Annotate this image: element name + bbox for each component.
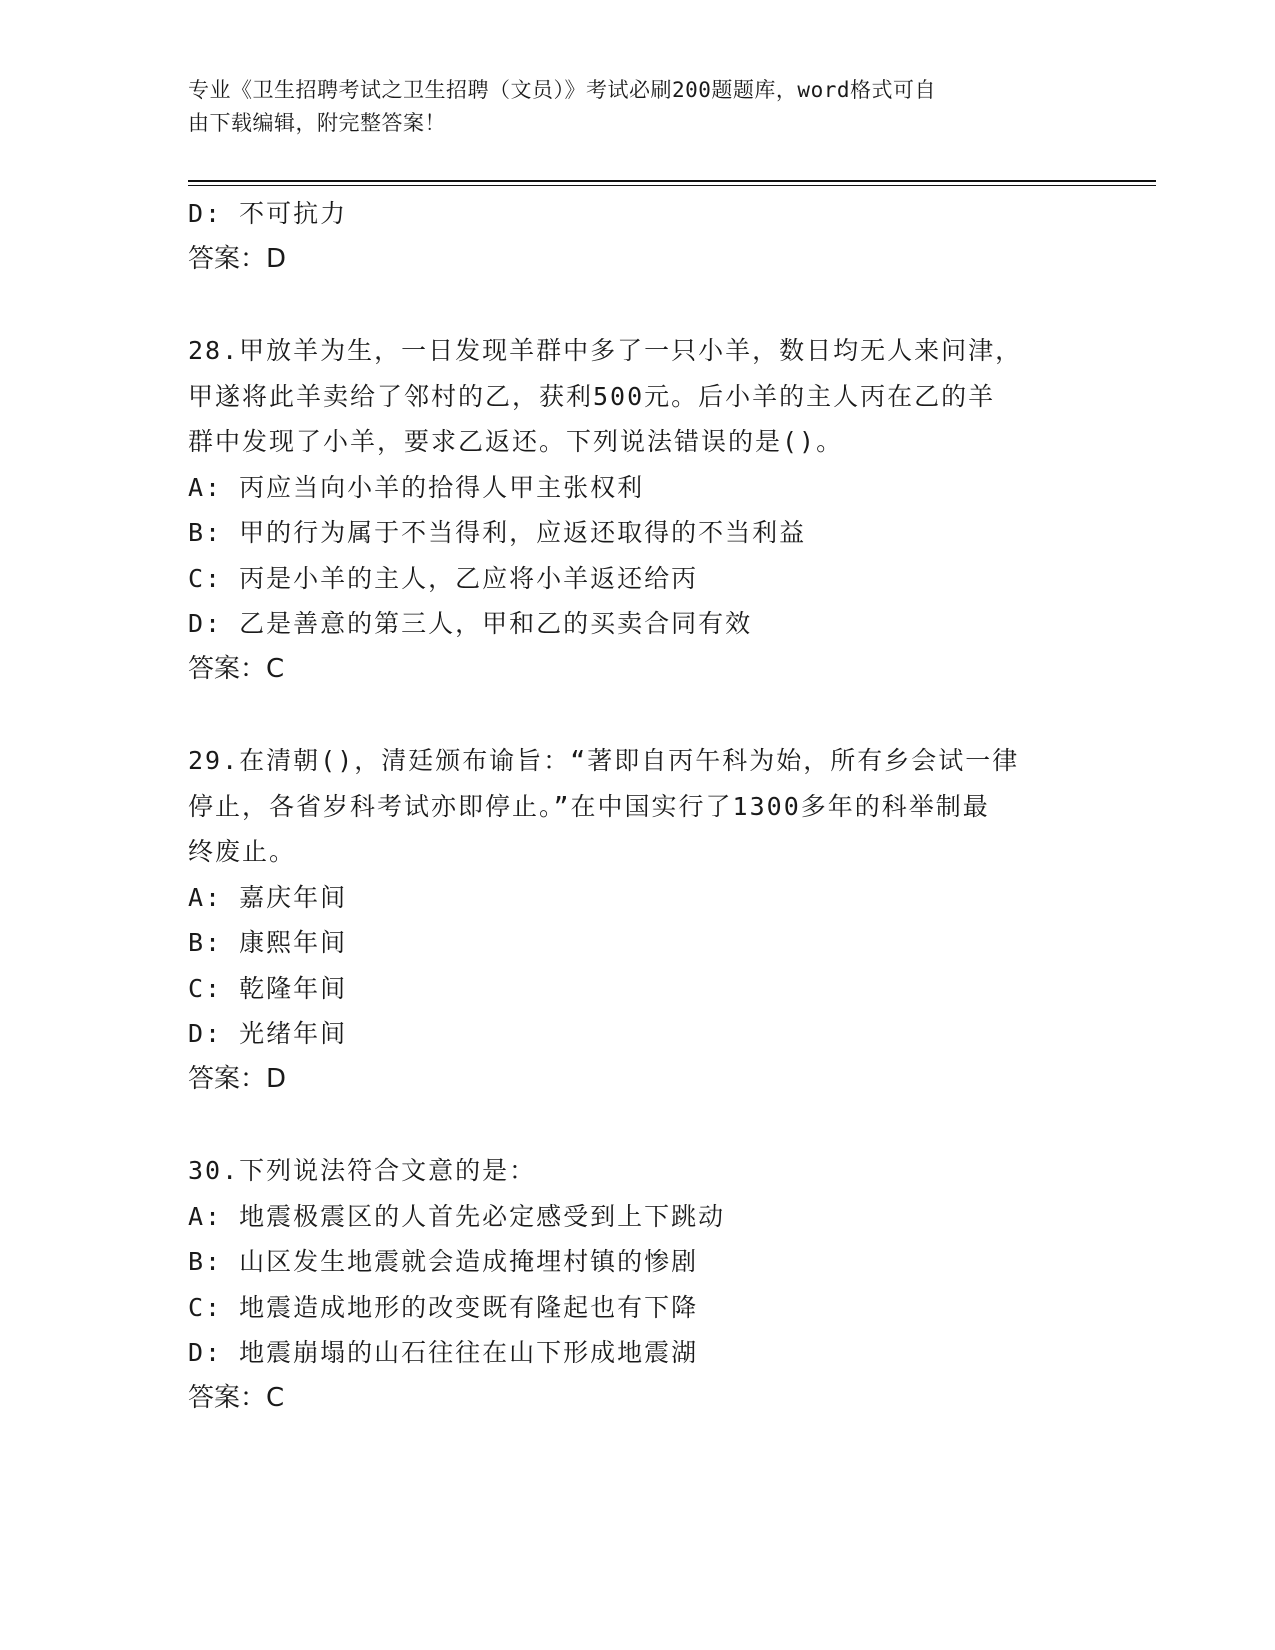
question-28 (188, 328, 1088, 692)
question-stem-line: 28.甲放羊为生，一日发现羊群中多了一只小羊，数日均无人来问津， (188, 336, 1023, 365)
question-30 (188, 1148, 1088, 1421)
page-header (188, 74, 1068, 140)
question-stem-line: 30.下列说法符合文意的是： (188, 1156, 537, 1185)
option-b: B: 山区发生地震就会造成掩埋村镇的惨剧 (188, 1247, 699, 1276)
question-stem-line: 停止，各省岁科考试亦即停止。”在中国实行了1300多年的科举制最 (188, 791, 990, 821)
option-b: B: 甲的行为属于不当得利，应返还取得的不当利益 (188, 518, 807, 547)
previous-question-tail (188, 191, 1088, 282)
header-divider-thick (188, 180, 1156, 182)
answer-line: 答案：C (188, 1382, 285, 1413)
answer-line: 答案：D (188, 243, 287, 274)
option-d: D: 地震崩塌的山石往往在山下形成地震湖 (188, 1338, 699, 1367)
question-stem-line: 甲遂将此羊卖给了邻村的乙，获利500元。后小羊的主人丙在乙的羊 (188, 381, 996, 411)
header-line-1: 专业《卫生招聘考试之卫生招聘（文员）》考试必刷200题题库，word格式可自 (188, 78, 936, 102)
option-d: D: 不可抗力 (188, 199, 348, 228)
answer-line: 答案：C (188, 653, 285, 684)
question-29 (188, 738, 1088, 1102)
question-stem-line: 29.在清朝()，清廷颁布谕旨：“著即自丙午科为始，所有乡会试一律 (188, 746, 1020, 775)
option-c: C: 乾隆年间 (188, 973, 348, 1003)
option-a: A: 丙应当向小羊的拾得人甲主张权利 (188, 472, 645, 502)
question-stem-line: 群中发现了小羊，要求乙返还。下列说法错误的是()。 (188, 427, 844, 456)
header-line-2: 由下载编辑，附完整答案！ (188, 111, 446, 135)
option-b: B: 康熙年间 (188, 928, 348, 957)
option-d: D: 乙是善意的第三人，甲和乙的买卖合同有效 (188, 609, 753, 638)
option-a: A: 嘉庆年间 (188, 882, 348, 912)
question-list (188, 191, 1088, 1421)
option-d: D: 光绪年间 (188, 1019, 348, 1048)
option-a: A: 地震极震区的人首先必定感受到上下跳动 (188, 1201, 726, 1231)
answer-line: 答案：D (188, 1063, 287, 1094)
header-divider-thin (188, 185, 1156, 186)
option-c: C: 丙是小羊的主人，乙应将小羊返还给丙 (188, 563, 699, 593)
option-c: C: 地震造成地形的改变既有隆起也有下降 (188, 1292, 699, 1322)
question-stem-line: 终废止。 (188, 837, 297, 866)
